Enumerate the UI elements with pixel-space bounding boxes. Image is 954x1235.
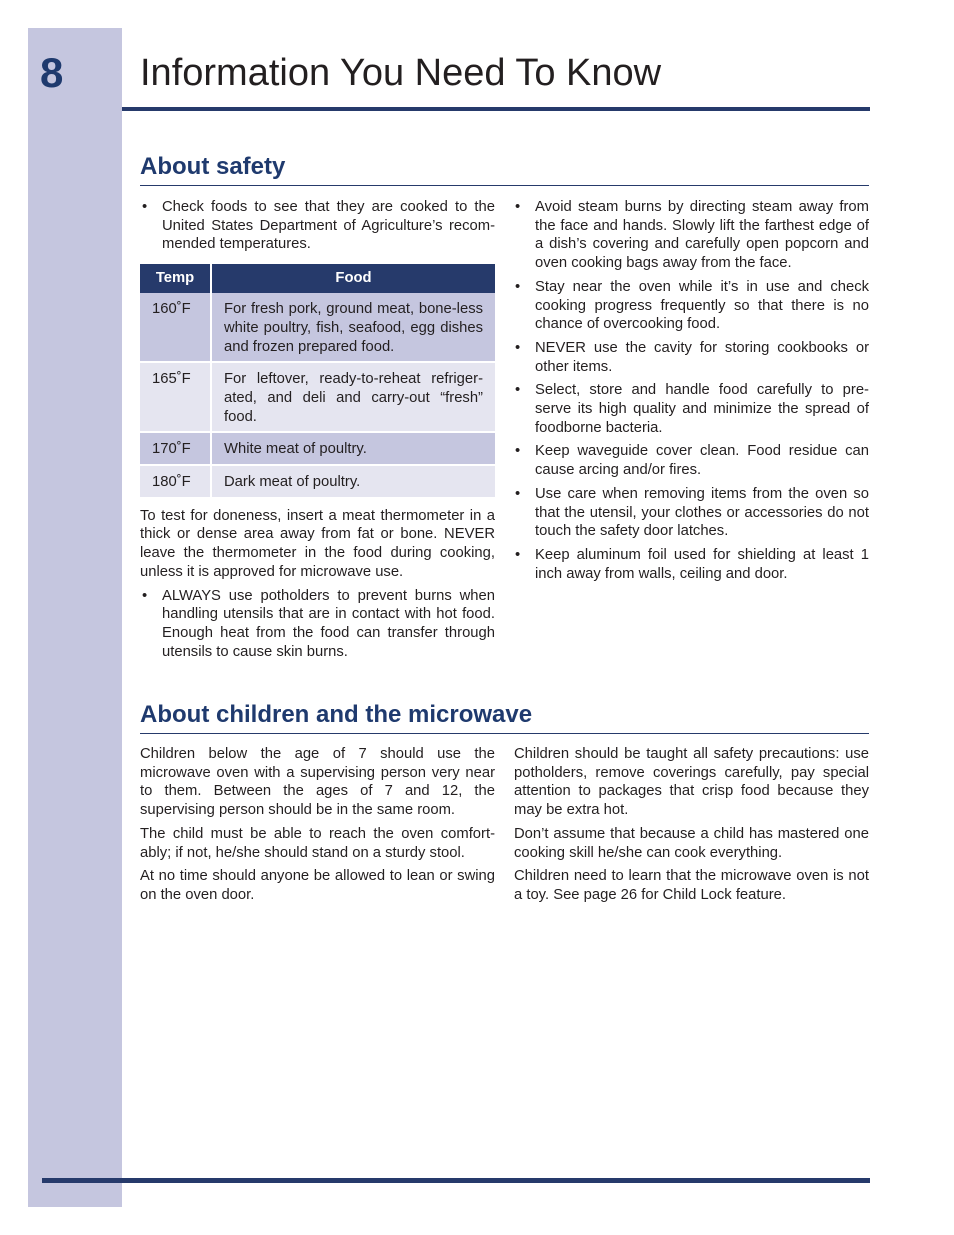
children-paragraph: The child must be able to reach the oven comfort-ably; if not, he/she should stand on a sturdy stool. <box>140 825 495 861</box>
safety-right-column <box>513 198 869 588</box>
children-paragraph: Children should be taught all safety precautions: use potholders, remove coverings carefully, pay special attention to packages that crisp food because they may be extra hot. <box>514 746 869 819</box>
table-row <box>140 293 495 363</box>
table-cell-temp: 180˚F <box>140 466 212 499</box>
safety-bullet: • Stay near the oven while it’s in use and check cooking progress frequently so that there is no chance of overcooking food. <box>513 278 869 334</box>
safety-bullet: • Keep aluminum foil used for shielding at least 1 inch away from walls, ceiling and door. <box>513 546 869 583</box>
table-cell-food: For fresh pork, ground meat, bone-less white poultry, fish, seafood, egg dishes and frozen prepared food. <box>212 293 495 363</box>
table-row <box>140 433 495 466</box>
table-header-row <box>140 264 495 293</box>
page-sidebar <box>28 28 122 1207</box>
children-heading: About children and the microwave <box>140 703 869 734</box>
table-cell-temp: 170˚F <box>140 433 212 466</box>
safety-bullet-usda: • Check foods to see that they are cooked to the United States Department of Agriculture’s recom-mended temperatures. <box>140 198 495 254</box>
children-paragraph: Children need to learn that the microwave oven is not a toy. See page 26 for Child Lock feature. <box>514 868 869 903</box>
children-paragraph: Children below the age of 7 should use the microwave oven with a supervising person very near to them. Between the ages of 7 and 12, the supervising person should be in the same room. <box>140 746 495 819</box>
table-cell-temp: 160˚F <box>140 293 212 363</box>
footer-rule <box>42 1178 870 1183</box>
table-cell-food: Dark meat of poultry. <box>212 466 495 499</box>
safety-left-list-2 <box>140 587 495 662</box>
doneness-paragraph: To test for doneness, insert a meat thermometer in a thick or dense area away from fat or bone. NEVER leave the thermometer in the food during cooking, unless it is approved for microwave use. <box>140 507 495 580</box>
safety-bullet: • Select, store and handle food carefully to pre-serve its high quality and minimize the spread of foodborne bacteria. <box>513 381 869 437</box>
table-cell-food: For leftover, ready-to-reheat refriger-ated, and deli and carry-out “fresh” food. <box>212 363 495 433</box>
table-row <box>140 466 495 499</box>
table-header-temp: Temp <box>140 264 212 293</box>
safety-left-list-1 <box>140 198 495 254</box>
safety-bullet: • Use care when removing items from the oven so that the utensil, your clothes or accessories do not touch the safety door latches. <box>513 485 869 541</box>
safety-right-list <box>513 198 869 583</box>
safety-heading: About safety <box>140 155 869 186</box>
safety-bullet: • Keep waveguide cover clean. Food residue can cause arcing and/or fires. <box>513 442 869 479</box>
children-right-column <box>514 745 869 910</box>
children-left-column <box>140 745 495 910</box>
safety-left-column <box>140 198 495 666</box>
safety-bullet: • Avoid steam burns by directing steam away from the face and hands. Slowly lift the farthest edge of a dish’s covering and carefully open popcorn and oven cooking bags away from the face. <box>513 198 869 273</box>
table-row <box>140 363 495 433</box>
table-header-food: Food <box>212 264 495 293</box>
temperature-table <box>140 264 495 499</box>
children-paragraph: Don’t assume that because a child has mastered one cooking skill he/she can cook everything. <box>514 825 869 861</box>
page-number: 8 <box>40 49 64 96</box>
page-title: Information You Need To Know <box>140 52 662 94</box>
safety-bullet: • NEVER use the cavity for storing cookbooks or other items. <box>513 339 869 376</box>
table-cell-food: White meat of poultry. <box>212 433 495 466</box>
children-paragraph: At no time should anyone be allowed to lean or swing on the oven door. <box>140 868 495 903</box>
table-cell-temp: 165˚F <box>140 363 212 433</box>
safety-bullet-potholders: • ALWAYS use potholders to prevent burns when handling utensils that are in contact with hot food. Enough heat from the food can transfer through utensils to cause skin burns. <box>140 587 495 662</box>
header-rule <box>122 107 870 111</box>
